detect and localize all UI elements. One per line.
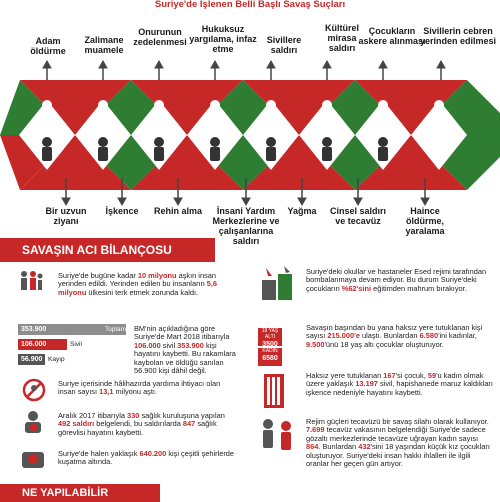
displacement-icon (434, 100, 444, 126)
assault-icon (322, 137, 332, 161)
stat-schools-bombed: Suriye'deki okullar ve hastaneler Esed rejimi tarafından bombalanmaya devam ediyor. Bu durum Suriye'deki çocukların %62'sini eğitimden mahrum bırakıyor. (306, 267, 487, 293)
stat-displaced: Suriye'de bugüne kadar 10 milyonu aşkın insan yerinden edildi. Yerinden edilen bu insanların 5,6 milyonu ülkesini terk etmek zorunda kaldı. (58, 271, 218, 297)
torture-chair-icon (98, 137, 108, 161)
siege-icon (20, 446, 46, 470)
casualty-bar-row (18, 324, 128, 335)
stat-prison-deaths: Haksız yere tutuklanan 167'si çocuk, 59'u kadın olmak üzere yaklaşık 13.197 sivil, hapishanede maruz kaldıkları işkence nedeniyle hayatını kaybetti. (306, 371, 493, 397)
crime-label-yagma: Yağma (287, 206, 317, 216)
crime-label-onurunun-zedelenmesi: Onurunun zedelenmesi (133, 27, 187, 47)
stat-casualties: BM'nin açıkladığına göre Suriye'de Mart 2018 itibarıyla 106.000 sivil 353.900 kişi hayatını kaybetti. Bu rakamlara kaybolan ve öldüğü sanılan 56.900 kişi dâhil değil. (134, 324, 236, 376)
sexual-violence-icon (256, 416, 300, 456)
down-arrow-icon (242, 178, 250, 205)
crime-label-sivillere-saldiri: Sivillere saldırı (266, 35, 302, 55)
crime-label-uzuv: Bir uzvun ziyanı (45, 206, 87, 226)
crime-label-kulturel-miras: Kültürel mirasa saldırı (324, 23, 359, 53)
casualty-bar: 106.000 (18, 339, 67, 350)
down-arrow-icon (298, 178, 306, 205)
treachery-icon (378, 137, 388, 161)
displaced-people-icon (18, 270, 44, 292)
crime-label-hukuksuz-yargilama: Hukuksuz yargılama, infaz etme (189, 24, 257, 54)
down-arrows (0, 176, 500, 206)
casualty-bar-label: Kayıp (48, 356, 65, 363)
crime-label-insani-yardim: İnsani Yardım Merkezlerine ve çalışanlarına saldırı (212, 206, 280, 246)
crime-label-cebren-yerinden: Sivillerin cebren yerinden edilmesi (419, 26, 497, 46)
casualty-bar-row (18, 339, 128, 350)
crime-label-cocuk-asker: Çocukların askere alınması (358, 26, 426, 46)
casualty-bar-label: Toplam (105, 326, 126, 333)
casualty-bar: 56.900 (18, 354, 45, 365)
aid-attack-icon (210, 137, 220, 161)
crime-label-adam-oldurme: Adam öldürme (30, 36, 66, 56)
bombed-building-icon (258, 266, 298, 302)
crime-label-zalimane-muamele: Zalimane muamele (84, 35, 124, 55)
stat-rape-cases: Rejim güçleri tecavüzü bir savaş silahı olarak kullanıyor. 7.699 tecavüz vakasının belgelendiği Suriye'de sadece gözaltı merkezlerinde tecavüze uğrayan kadın sayısı 864. Bunlardan 432'sini 18 yaşından küçük kız çocukları oluşturuyor. Suriye'deki insan hakkı ihlalleri ile ilgili oranlar her geçen gün artıyor. (306, 417, 490, 469)
down-arrow-icon (174, 178, 182, 205)
stat-health-attacks: Aralık 2017 itibarıyla 330 sağlık kuruluşuna yapılan 492 saldırı belgelendi, bu saldırılarda 847 sağlık görevlisi hayatını kaybetti. (58, 411, 225, 437)
prison-figure-icon (262, 372, 286, 410)
stat-siege: Suriye'de halen yaklaşık 640.200 kişi çeşitli şehirlerde kuşatma altında. (58, 449, 235, 467)
page-title: Suriye'de İşlenen Belli Başlı Savaş Suçları (154, 0, 346, 10)
crime-label-cinsel-saldiri: Cinsel saldırı ve tecavüz (329, 206, 387, 226)
down-arrow-icon (354, 178, 362, 205)
child-soldier-icon (378, 100, 388, 126)
civilian-attack-icon (266, 100, 276, 126)
down-arrow-icon (62, 178, 70, 205)
casualty-bar: 353.900 (18, 324, 126, 335)
stat-detainees: Savaşın başından bu yana haksız yere tutuklanan kişi sayısı 215.000'e ulaştı. Bunlardan 6.580'ini kadınlar, 9.500'ünü 18 yaş altı çocuklar oluşturuyor. (306, 323, 483, 349)
casualty-bar-label: Sivil (70, 341, 82, 348)
casualty-bar-row (18, 354, 128, 365)
crimes-diamond-band (0, 80, 500, 190)
section-title-ne-yapilabilir: NE YAPILABİLİR (0, 484, 160, 502)
hostage-icon (154, 137, 164, 161)
shooting-figure-icon (42, 100, 52, 126)
crime-label-rehin: Rehin alma (154, 206, 203, 216)
casualty-bar-chart (18, 324, 128, 369)
torture-figure-icon (98, 100, 108, 126)
stat-aid-needed: Suriye içerisinde hâlihazırda yardıma ihtiyacı olan insan sayısı 13,1 milyonu aştı. (58, 379, 221, 397)
down-arrow-icon (118, 178, 126, 205)
badge-under-18: 18 YAŞ ALTI 3500 (258, 328, 282, 346)
crime-label-haince: Haince öldürme, yaralama (405, 206, 445, 236)
heritage-attack-icon (322, 100, 332, 126)
humiliation-figure-icon (154, 100, 164, 126)
badge-women: KADIN 6580 (258, 348, 282, 366)
down-arrow-icon (421, 178, 429, 205)
section-title-bilanco: SAVAŞIN ACI BİLANÇOSU (0, 238, 215, 262)
no-aid-icon (22, 378, 46, 402)
crime-label-iskence: İşkence (105, 206, 139, 216)
wounded-figure-icon (42, 137, 52, 161)
health-worker-icon (20, 410, 46, 434)
looting-icon (266, 137, 276, 161)
execution-figure-icon (210, 100, 220, 126)
